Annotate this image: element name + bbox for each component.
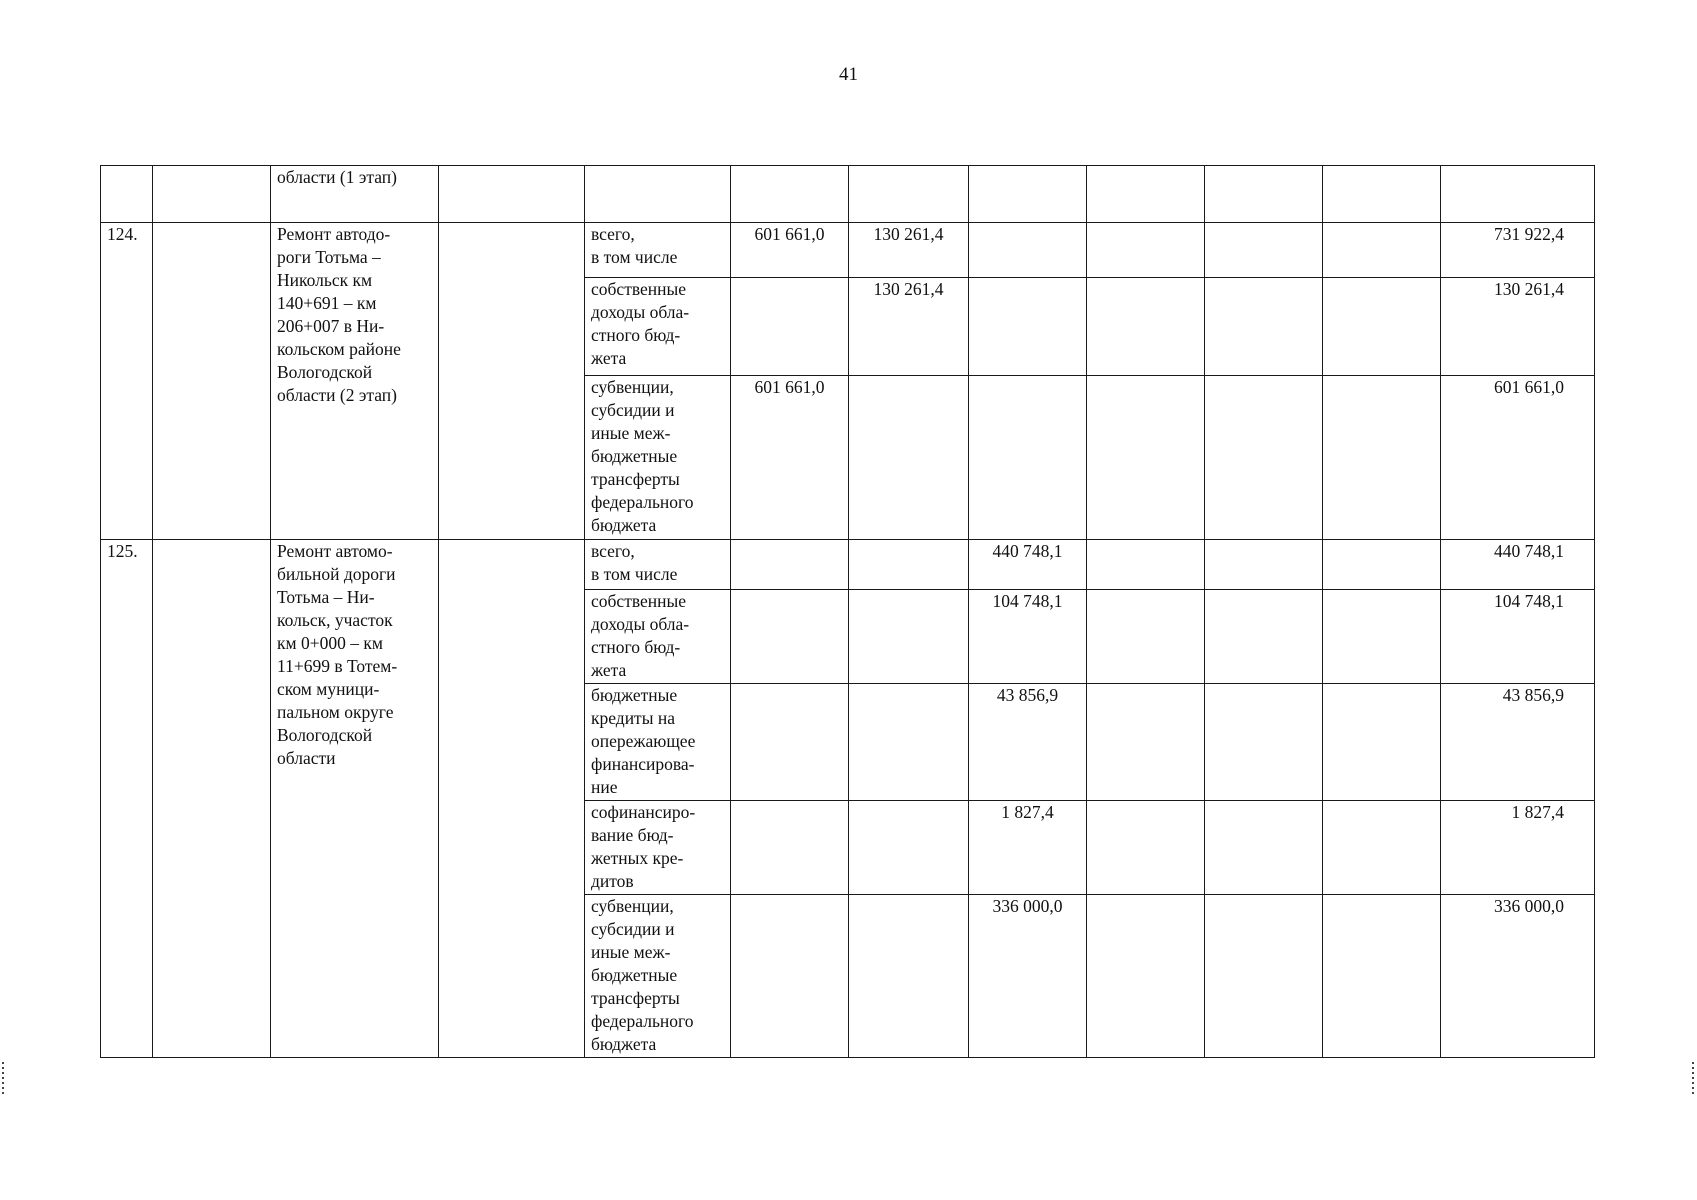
cell-value: [849, 684, 969, 801]
cell-total: 440 748,1: [1441, 540, 1595, 590]
cell-total: 43 856,9: [1441, 684, 1595, 801]
cell-empty: [153, 223, 271, 540]
cell-value: [1087, 166, 1205, 223]
cell-value: [1087, 540, 1205, 590]
cell-value: 601 661,0: [731, 223, 849, 278]
cell-value: [1205, 684, 1323, 801]
cell-value: [849, 801, 969, 895]
cell-source: всего, в том числе: [585, 540, 731, 590]
cell-value: [1087, 590, 1205, 684]
cell-value: [1323, 801, 1441, 895]
cell-num: 125.: [101, 540, 153, 1058]
cell-value: [1087, 684, 1205, 801]
cell-empty: [439, 223, 585, 540]
cell-object: Ремонт автомо- бильной дороги Тотьма – Ни- кольск, участок км 0+000 – км 11+699 в Тотем- ском муници- пальном округе Вологодской области: [271, 540, 439, 1058]
cell-value: [1323, 376, 1441, 540]
cell-value: [731, 590, 849, 684]
cell-value: 601 661,0: [731, 376, 849, 540]
cell-value: 43 856,9: [969, 684, 1087, 801]
scan-edge-mark-left: [2, 1062, 4, 1096]
cell-num: 124.: [101, 223, 153, 540]
cell-value: [731, 684, 849, 801]
cell-value: 130 261,4: [849, 278, 969, 376]
cell-value: [1323, 684, 1441, 801]
table-row: [101, 540, 1595, 590]
cell-total: 104 748,1: [1441, 590, 1595, 684]
cell-source: софинансиро- вание бюд- жетных кре- дитов: [585, 801, 731, 895]
cell-source: субвенции, субсидии и иные меж- бюджетные трансферты федерального бюджета: [585, 895, 731, 1058]
cell-value: [731, 801, 849, 895]
cell-value: [969, 278, 1087, 376]
cell-total: [1441, 166, 1595, 223]
cell-value: 336 000,0: [969, 895, 1087, 1058]
cell-value: [731, 540, 849, 590]
cell-value: [1087, 223, 1205, 278]
table-row-continuation: [101, 166, 1595, 223]
cell-source: собственные доходы обла- стного бюд- жета: [585, 278, 731, 376]
cell-value: [1205, 801, 1323, 895]
cell-source: бюджетные кредиты на опережающее финансирова- ние: [585, 684, 731, 801]
cell-value: [731, 278, 849, 376]
cell-value: [1323, 166, 1441, 223]
cell-value: [731, 895, 849, 1058]
cell-value: [1323, 223, 1441, 278]
cell-source: всего, в том числе: [585, 223, 731, 278]
cell-value: [1205, 166, 1323, 223]
cell-value: [849, 166, 969, 223]
cell-value: [849, 895, 969, 1058]
cell-value: [1205, 223, 1323, 278]
cell-value: [1087, 376, 1205, 540]
cell-value: [1323, 895, 1441, 1058]
cell-object: области (1 этап): [271, 166, 439, 223]
cell-value: [1087, 895, 1205, 1058]
cell-value: 1 827,4: [969, 801, 1087, 895]
cell-total: 1 827,4: [1441, 801, 1595, 895]
cell-empty: [439, 166, 585, 223]
cell-empty: [439, 540, 585, 1058]
cell-total: 130 261,4: [1441, 278, 1595, 376]
cell-value: [849, 540, 969, 590]
budget-table: [100, 165, 1595, 1058]
cell-value: [1205, 895, 1323, 1058]
cell-value: [969, 376, 1087, 540]
scan-edge-mark-right: [1692, 1062, 1694, 1096]
cell-total: 601 661,0: [1441, 376, 1595, 540]
table-row: [101, 223, 1595, 278]
cell-num: [101, 166, 153, 223]
cell-value: [1205, 540, 1323, 590]
cell-value: [849, 376, 969, 540]
cell-empty: [153, 166, 271, 223]
cell-value: 130 261,4: [849, 223, 969, 278]
cell-value: [1323, 540, 1441, 590]
cell-value: [1323, 590, 1441, 684]
cell-value: [849, 590, 969, 684]
cell-value: [1323, 278, 1441, 376]
cell-value: [1087, 278, 1205, 376]
cell-value: [969, 223, 1087, 278]
cell-source: [585, 166, 731, 223]
page-number: 41: [839, 64, 858, 85]
cell-value: [969, 166, 1087, 223]
cell-value: [1205, 278, 1323, 376]
cell-source: собственные доходы обла- стного бюд- жета: [585, 590, 731, 684]
cell-object: Ремонт автодо- роги Тотьма – Никольск км 140+691 – км 206+007 в Ни- кольском районе Вологодской области (2 этап): [271, 223, 439, 540]
cell-total: 731 922,4: [1441, 223, 1595, 278]
cell-value: [731, 166, 849, 223]
cell-value: [1205, 590, 1323, 684]
cell-value: 104 748,1: [969, 590, 1087, 684]
cell-value: [1205, 376, 1323, 540]
cell-empty: [153, 540, 271, 1058]
cell-value: [1087, 801, 1205, 895]
cell-source: субвенции, субсидии и иные меж- бюджетные трансферты федерального бюджета: [585, 376, 731, 540]
cell-value: 440 748,1: [969, 540, 1087, 590]
cell-total: 336 000,0: [1441, 895, 1595, 1058]
